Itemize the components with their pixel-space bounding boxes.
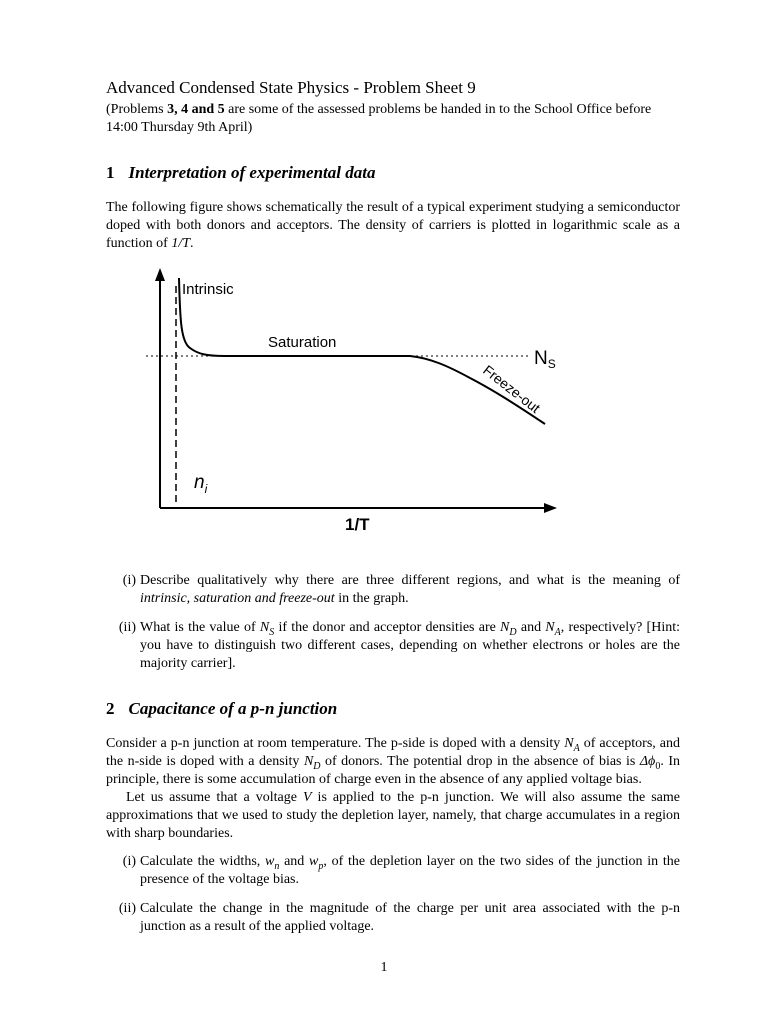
- math-nd: N: [303, 754, 314, 769]
- item-text: , respectively? [Hint: you have to distinguish two different cases, depending on whether electrons or holes are the majority carrier].: [140, 620, 680, 671]
- item-text: if the donor and acceptor densities are: [274, 620, 501, 635]
- math-na: N: [545, 620, 555, 635]
- math-ns-sub: S: [269, 626, 275, 638]
- section-2-paragraph-1: [106, 735, 680, 789]
- label-ni-sub: i: [204, 482, 208, 496]
- math-wn-sub: n: [274, 860, 280, 872]
- section-1-intro: [106, 199, 680, 253]
- item-italic: intrinsic, saturation and freeze-out: [140, 591, 335, 606]
- math-na-sub: A: [573, 742, 580, 754]
- label-saturation: Saturation: [268, 334, 337, 351]
- list-item: [106, 853, 680, 889]
- item-label: (ii): [118, 901, 136, 916]
- item-text: Calculate the change in the magnitude of the charge per unit area associated with the p-n junction as a result of the applied voltage.: [140, 901, 680, 934]
- p2-text: Let us assume that a voltage: [126, 790, 303, 805]
- section-2-title: Capacitance of a p-n junction: [128, 699, 338, 718]
- math-wp-sub: p: [318, 860, 324, 872]
- item-label: (ii): [118, 620, 136, 635]
- section-1-title: Interpretation of experimental data: [128, 163, 376, 182]
- label-ns-main: N: [534, 348, 548, 369]
- p1-text: of donors. The potential drop in the absence of bias is: [320, 754, 640, 769]
- math-na-sub: A: [554, 626, 561, 638]
- density-curve: [179, 278, 545, 424]
- list-item: [106, 572, 680, 608]
- section-2-paragraph-2: [106, 789, 680, 843]
- label-ns: [534, 348, 556, 371]
- p1-text: Consider a p-n junction at room temperature. The p-side is doped with a density: [106, 736, 565, 751]
- document-page: [106, 78, 680, 253]
- item-text: and: [279, 854, 310, 869]
- x-axis-arrow: [544, 503, 557, 513]
- section-2-number: 2: [106, 699, 115, 718]
- intro-end: .: [190, 236, 194, 251]
- document-title: Advanced Condensed State Physics - Problem Sheet 9: [106, 78, 476, 97]
- item-tail: in the graph.: [334, 591, 409, 606]
- item-text: Calculate the widths,: [140, 854, 266, 869]
- math-wp: w: [309, 854, 319, 869]
- item-text: , of the depletion layer on the two sides of the junction in the presence of the voltage bias.: [140, 854, 681, 887]
- label-ni: [194, 472, 208, 496]
- p1-text: . In principle, there is some accumulation of charge even in the absence of any applied voltage bias.: [106, 754, 680, 787]
- item-label: (i): [122, 573, 136, 588]
- math-na: N: [564, 736, 574, 751]
- list-item: [106, 619, 680, 673]
- x-axis-label: 1/T: [345, 515, 370, 534]
- math-wn: w: [265, 854, 275, 869]
- label-intrinsic: Intrinsic: [182, 281, 234, 298]
- label-ni-main: n: [194, 472, 205, 493]
- note-rest: are some of the assessed problems be handed in to the School Office before 14:00 Thursday 9th April): [106, 102, 652, 135]
- section-2-heading: [106, 699, 680, 719]
- math-phi-sub: 0: [655, 760, 661, 772]
- note-open: (Problems: [106, 102, 168, 117]
- math-nd: N: [500, 620, 510, 635]
- label-ns-sub: S: [547, 357, 556, 371]
- intro-text: The following figure shows schematically the result of a typical experiment studying a semiconductor doped with both donors and acceptors. The density of carriers is plotted in logarithmic scale as a function of: [106, 200, 680, 251]
- label-freeze-out: Freeze-out: [480, 361, 544, 417]
- math-phi: Δϕ: [639, 754, 656, 769]
- section-2-list: [106, 853, 680, 936]
- p2-text: is applied to the p-n junction. We will also assume the same approximations that we used to study the depletion layer, namely, that charge accumulates in a region with sharp boundaries.: [106, 790, 680, 841]
- item-text: Describe qualitatively why there are three different regions, and what is the meaning of: [140, 573, 680, 588]
- list-item: [106, 900, 680, 936]
- item-label: (i): [122, 854, 136, 869]
- item-text: What is the value of: [140, 620, 260, 635]
- math-nd-sub: D: [509, 626, 517, 638]
- math-ns: N: [259, 620, 270, 635]
- item-text: and: [516, 620, 546, 635]
- y-axis-arrow: [155, 268, 165, 281]
- section-1-number: 1: [106, 163, 115, 182]
- submission-note: [106, 101, 680, 137]
- page-number: 1: [380, 960, 388, 975]
- section-1-heading: [106, 163, 680, 183]
- math-nd-sub: D: [313, 760, 321, 772]
- note-bold: 3, 4 and 5: [167, 102, 225, 117]
- math-v: V: [302, 790, 312, 805]
- section-1-questions: [106, 572, 680, 936]
- intro-math: 1/T: [171, 236, 191, 251]
- p1-text: of acceptors, and the n-side is doped with a density: [106, 736, 680, 769]
- section-1-list: [106, 572, 680, 673]
